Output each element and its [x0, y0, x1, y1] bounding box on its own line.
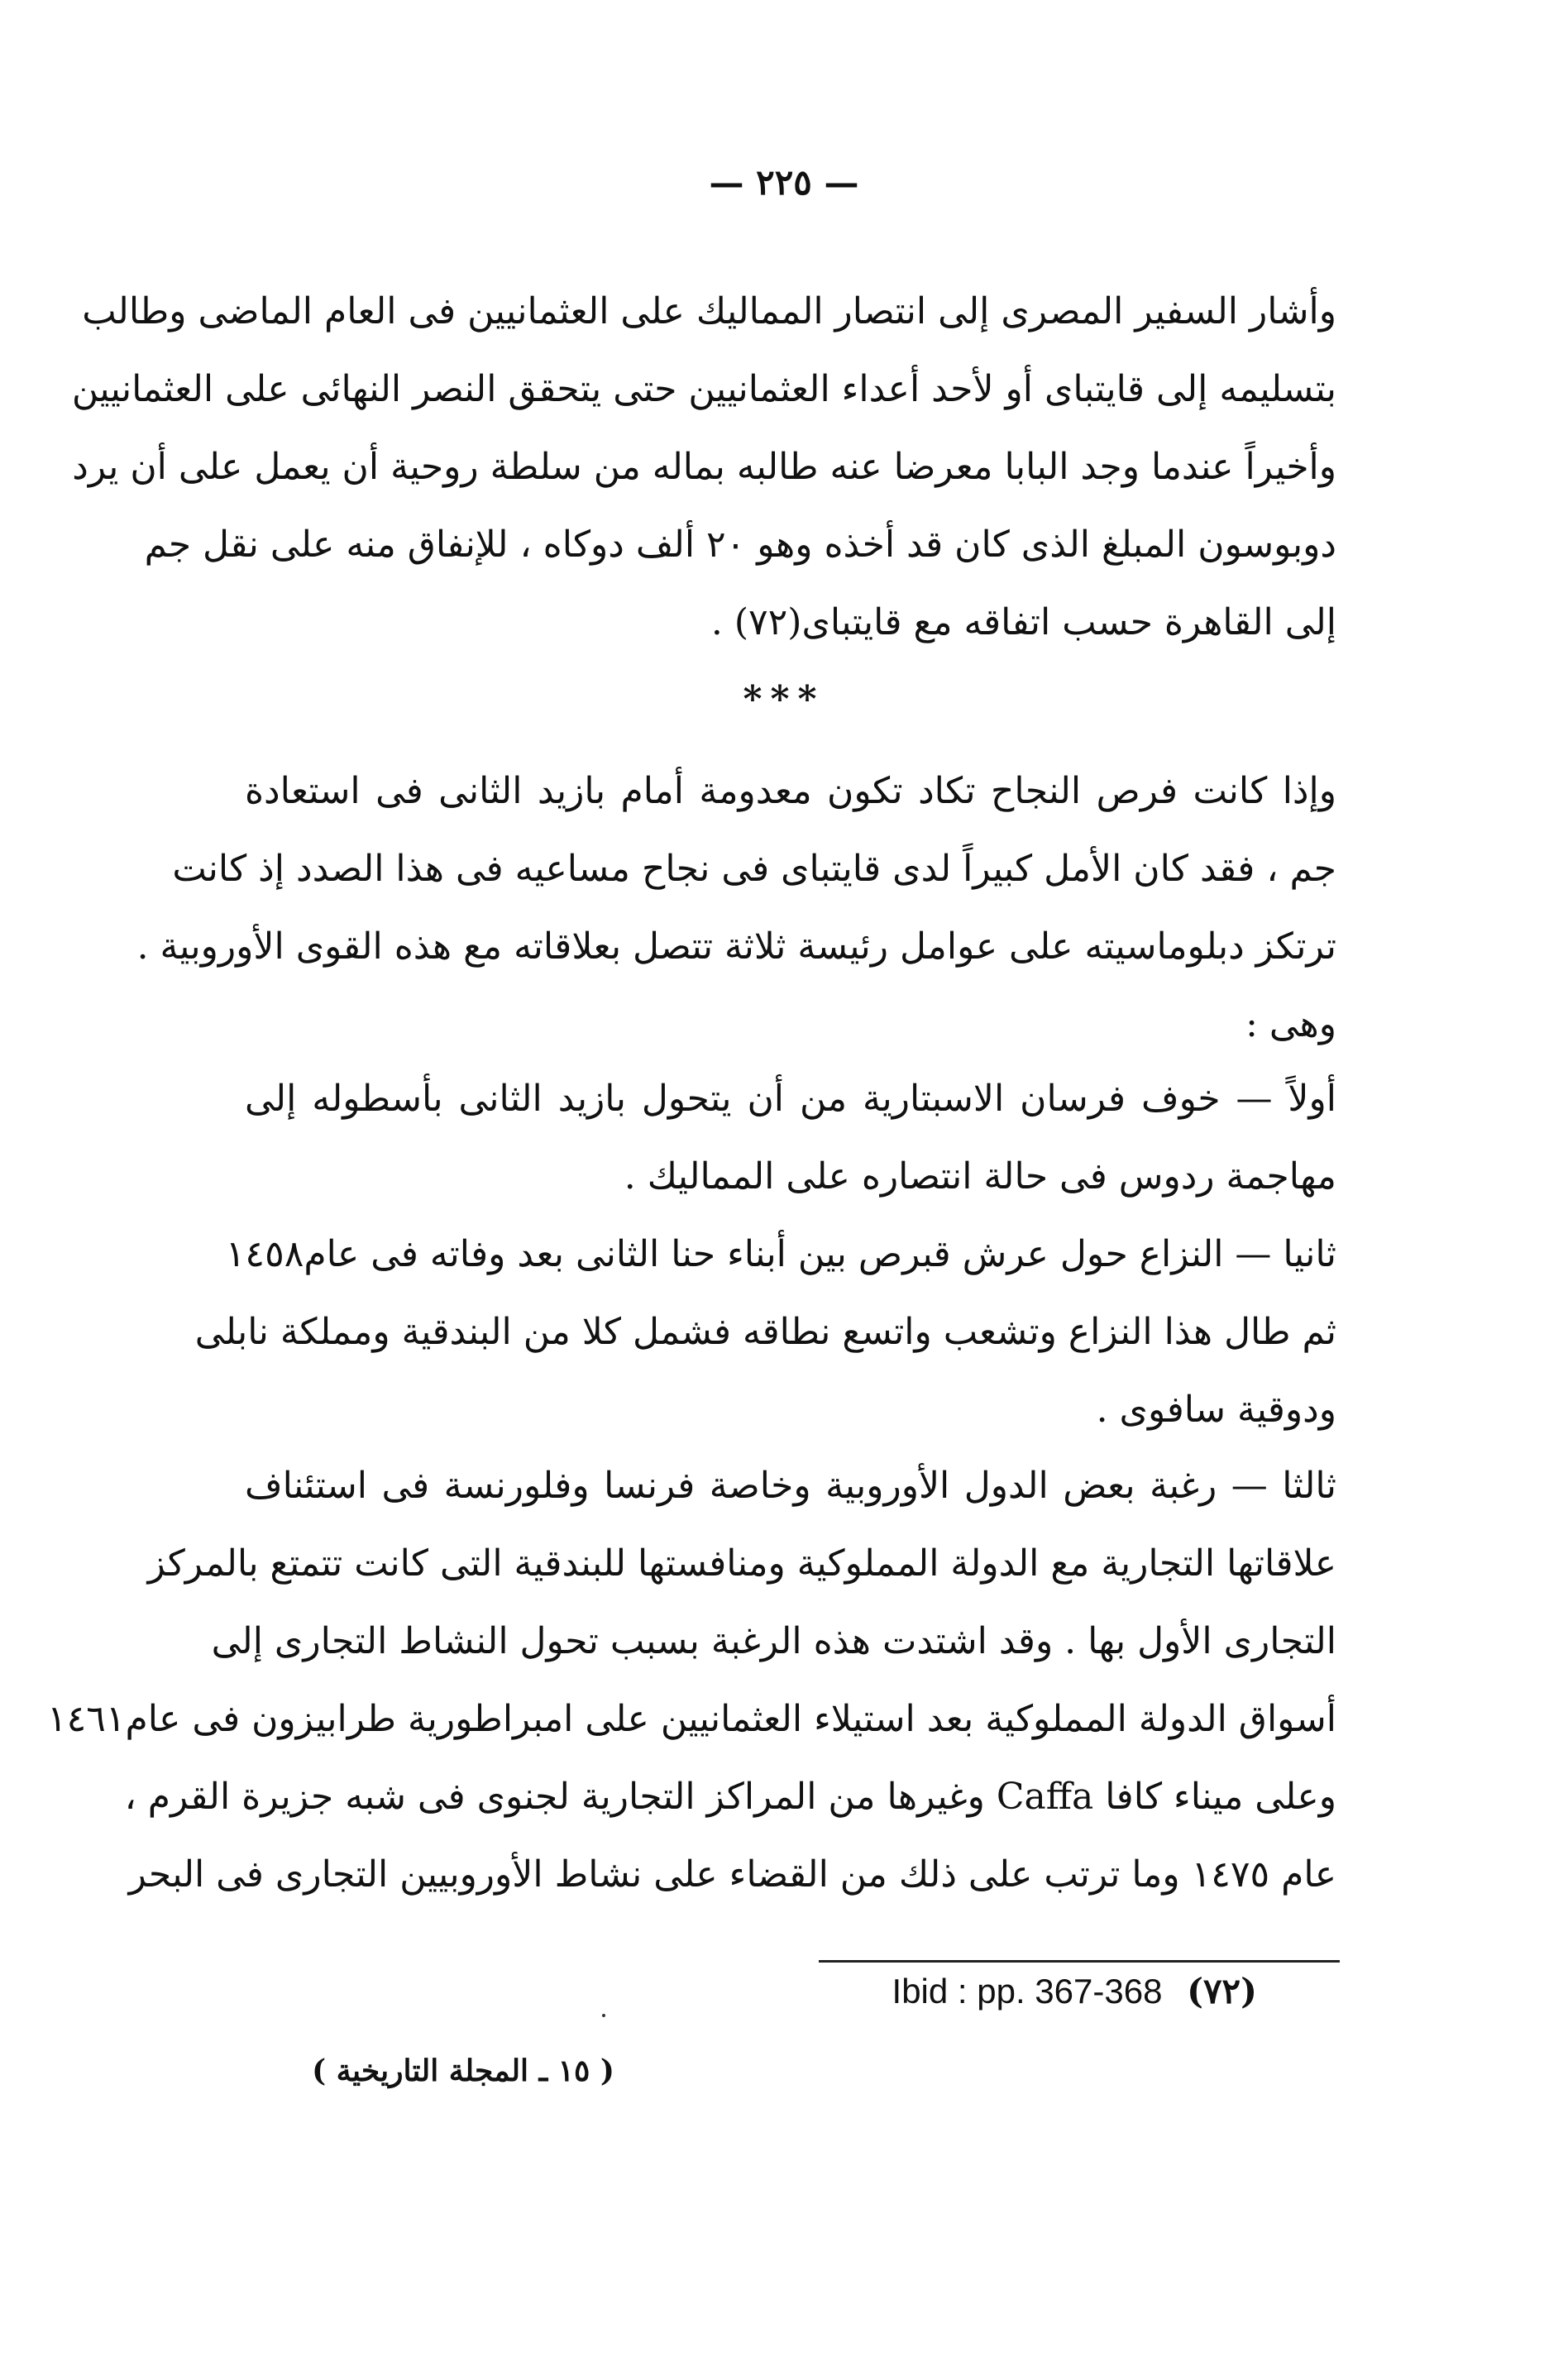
text-line: دوبوسون المبلغ الذى كان قد أخذه وهو ٢٠ ألف دوكاه ، للإنفاق منه على نقل جم: [144, 524, 1336, 566]
point-2: [194, 1216, 1336, 1449]
text-line: ثالثا — رغبة بعض الدول الأوروبية وخاصة فرنسا وفلورنسة فى استئناف: [245, 1465, 1336, 1507]
point-3: [47, 1447, 1336, 1914]
text-line: ترتكز دبلوماسيته على عوامل رئيسة ثلاثة تتصل بعلاقاته مع هذه القوى الأوروبية .: [136, 925, 1336, 968]
text-line: علاقاتها التجارية مع الدولة المملوكية ومنافستها للبندقية التى كانت تتمتع بالمركز: [147, 1542, 1336, 1585]
footnote-number: (٧٢): [1187, 1971, 1257, 2011]
footnote: [819, 1967, 1257, 2016]
footnote-divider: [819, 1960, 1340, 1963]
text-line: وأشار السفير المصرى إلى انتصار المماليك على العثمانيين فى العام الماضى وطالب: [82, 290, 1336, 332]
page-number: — ٢٢٥ —: [709, 162, 859, 203]
text-line: وهى :: [1245, 1003, 1336, 1045]
point-1: [245, 1060, 1336, 1216]
print-speck: [602, 2014, 605, 2017]
text-line: بتسليمه إلى قايتباى أو لأحد أعداء العثمانيين حتى يتحقق النصر النهائى على العثمانيين: [71, 368, 1336, 410]
text-line: التجارى الأول بها . وقد اشتدت هذه الرغبة بسبب تحول النشاط التجارى إلى: [211, 1620, 1336, 1662]
text-line: مهاجمة ردوس فى حالة انتصاره على المماليك .: [624, 1155, 1336, 1198]
text-line: ودوقية سافوى .: [1096, 1389, 1336, 1431]
text-line: أسواق الدولة المملوكية بعد استيلاء العثمانيين على امبراطورية طرابيزون فى عام١٤٦١: [47, 1698, 1336, 1740]
paragraph-2: [136, 753, 1336, 1064]
text-line: جم ، فقد كان الأمل كبيراً لدى قايتباى فى نجاح مساعيه فى هذا الصدد إذ كانت: [172, 848, 1336, 890]
text-line: عام ١٤٧٥ وما ترتب على ذلك من القضاء على نشاط الأوروبيين التجارى فى البحر: [128, 1853, 1336, 1896]
text-line: وإذا كانت فرص النجاح تكاد تكون معدومة أمام بازيد الثانى فى استعادة: [245, 770, 1336, 812]
text-line: وأخيراً عندما وجد البابا معرضا عنه طالبه بماله من سلطة روحية أن يعمل على أن يرد: [72, 446, 1336, 488]
text-line: ثم طال هذا النزاع وتشعب واتسع نطاقه فشمل كلا من البندقية ومملكة نابلى: [194, 1311, 1336, 1353]
paragraph-1: [71, 273, 1336, 662]
text-line: إلى القاهرة حسب اتفاقه مع قايتباى(٧٢) .: [710, 601, 1336, 643]
footnote-text: Ibid : pp. 367-368: [892, 1972, 1163, 2011]
text-line: أولاً — خوف فرسان الاسبتارية من أن يتحول بازيد الثانى بأسطوله إلى: [245, 1078, 1336, 1120]
text-line: وعلى ميناء كافا Caffa وغيرها من المراكز التجارية لجنوى فى شبه جزيرة القرم ،: [124, 1776, 1336, 1818]
text-line: ثانيا — النزاع حول عرش قبرص بين أبناء حنا الثانى بعد وفاته فى عام١٤٥٨: [225, 1233, 1336, 1275]
section-separator: ***: [743, 678, 825, 720]
printer-signature: ( ١٥ ـ المجلة التاريخية ): [312, 2054, 614, 2088]
